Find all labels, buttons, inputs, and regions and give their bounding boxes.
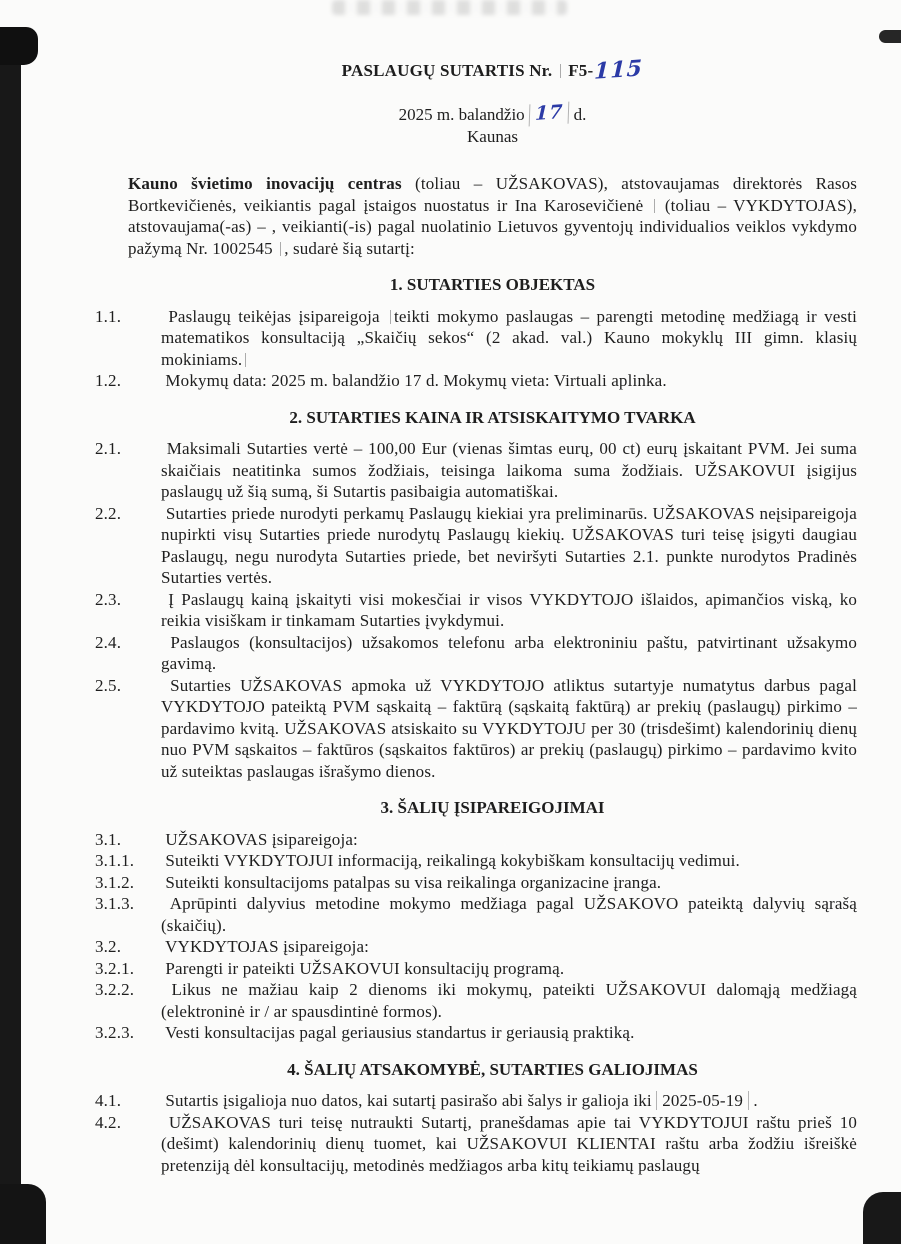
section-heading: 2. SUTARTIES KAINA IR ATSISKAITYMO TVARKA bbox=[289, 407, 696, 427]
text-run: Kauno švietimo inovacijų centras bbox=[128, 174, 402, 193]
scan-artifact-bottom-left-blob bbox=[0, 1184, 46, 1244]
text-run: Likus ne mažiau kaip 2 dienoms iki mokymų, pateikti UŽSAKOVUI dalomąją medžiagą (elektroninė ir / ar spausdintinė formos). bbox=[161, 980, 857, 1021]
title-text: PASLAUGŲ SUTARTIS Nr. bbox=[341, 61, 553, 80]
clause-number: 2.3. bbox=[95, 589, 122, 609]
clause-number: 1.2. bbox=[95, 371, 122, 390]
text-run: Paslaugų teikėjas įsipareigoja bbox=[168, 306, 388, 326]
form-field-tick bbox=[390, 310, 391, 324]
contract-clause bbox=[95, 1022, 857, 1044]
form-field-tick bbox=[245, 353, 246, 367]
text-run: , sudarė šią sutartį: bbox=[284, 238, 415, 258]
clause-number: 2.2. bbox=[95, 503, 122, 523]
contract-clause bbox=[95, 893, 857, 936]
contract-clause bbox=[95, 872, 857, 894]
text-run: Mokymų data: 2025 m. balandžio 17 d. Mokymų vieta: Virtuali aplinka. bbox=[165, 371, 667, 390]
contract-clause bbox=[95, 936, 857, 958]
clause-number: 3.2. bbox=[95, 937, 122, 956]
scan-artifact-top-right-mark bbox=[879, 30, 901, 43]
clause-number: 2.4. bbox=[95, 632, 122, 652]
date-day-handwritten: 17 bbox=[529, 102, 570, 126]
document-title bbox=[128, 55, 857, 85]
document-content bbox=[95, 55, 857, 1176]
clause-number: 3.1. bbox=[95, 829, 122, 849]
contract-clause bbox=[95, 438, 857, 503]
form-field-tick bbox=[654, 199, 655, 213]
scan-artifact-bottom-right-blob bbox=[863, 1192, 901, 1244]
contract-clause bbox=[95, 503, 857, 589]
clause-number: 3.2.1. bbox=[95, 958, 135, 978]
contract-clause bbox=[95, 979, 857, 1022]
scan-artifact-top-left-blob bbox=[0, 27, 38, 65]
text-run: Paslaugos (konsultacijos) užsakomos telefonu arba elektroniniu paštu, patvirtinant užsakymo gavimą. bbox=[161, 632, 857, 673]
text-run: teikti mokymo paslaugas – parengti metodinę medžiagą ir vesti matematikos konsultaciją „Skaičių sekos“ (2 akad. val.) Kauno mokyklų III gimn. klasių mokiniams. bbox=[161, 306, 857, 369]
text-run: Aprūpinti dalyvius metodine mokymo medžiaga pagal UŽSAKOVO pateiktą dalyvių sąrašą (skaičių). bbox=[161, 894, 857, 935]
text-run: Sutarties UŽSAKOVAS apmoka už VYKDYTOJO atliktus sutartyje numatytus darbus pagal VYKDYTOJO pateiktą PVM sąskaitą – faktūrą (sąskaitą faktūrą) ar prekių (paslaugų) pirkimo – pardavimo kvitą. UŽSAKOVAS atsiskaito su VYKDYTOJU per 30 (trisdešimt) kalendorinių dienų nuo PVM sąskaitos – faktūros (sąskaitos faktūros) ar prekių (paslaugų) pirkimo – pardavimo kvito už suteiktas paslaugas išrašymo dienos. bbox=[161, 675, 857, 781]
contract-clause bbox=[95, 675, 857, 783]
section-heading: 4. ŠALIŲ ATSAKOMYBĖ, SUTARTIES GALIOJIMAS bbox=[287, 1059, 698, 1079]
clause-number: 3.1.2. bbox=[95, 872, 135, 892]
form-field-tick bbox=[560, 64, 561, 78]
text-run: Suteikti konsultacijoms patalpas su visa reikalinga organizacine įranga. bbox=[165, 872, 662, 892]
contract-clause bbox=[95, 1112, 857, 1177]
contract-sections bbox=[95, 274, 857, 1176]
clause-number: 2.1. bbox=[95, 439, 122, 458]
clause-number: 3.2.3. bbox=[95, 1023, 135, 1042]
text-run: Maksimali Sutarties vertė – 100,00 Eur (vienas šimtas eurų, 00 ct) eurų įskaitant PVM. Jei suma skaičiais neatitinka sumos žodžiais, teisinga laikoma suma žodžiais. UŽSAKOVUI įsigijus paslaugų už šią sumą, ši Sutartis pasibaigia automatiškai. bbox=[161, 439, 857, 501]
contract-clause bbox=[95, 589, 857, 632]
form-field-tick bbox=[280, 242, 281, 256]
contract-clause bbox=[95, 850, 857, 872]
contract-clause bbox=[95, 632, 857, 675]
clause-number: 3.1.1. bbox=[95, 851, 135, 870]
clause-number: 2.5. bbox=[95, 675, 122, 695]
text-run: UŽSAKOVAS įsipareigoja: bbox=[165, 829, 358, 849]
text-run: Sutartis įsigalioja nuo datos, kai sutartį pasirašo abi šalys ir galioja iki bbox=[165, 1091, 657, 1110]
text-run: Į Paslaugų kainą įskaityti visi mokesčiai ir visos VYKDYTOJO išlaidos, apimančios viską, ko reikia visiškam ir tinkamam Sutarties įvykdymui. bbox=[161, 589, 857, 630]
clause-number: 4.2. bbox=[95, 1112, 122, 1132]
contract-number-typed: F5- bbox=[568, 61, 594, 80]
section-heading: 3. ŠALIŲ ĮSIPAREIGOJIMAI bbox=[380, 798, 605, 817]
clause-number: 4.1. bbox=[95, 1091, 122, 1110]
contract-number-handwritten: 115 bbox=[593, 55, 644, 85]
scan-artifact-top-smudge bbox=[332, 0, 567, 15]
text-run: Vesti konsultacijas pagal geriausius standartus ir geriausią praktiką. bbox=[165, 1023, 635, 1042]
contract-clause bbox=[95, 829, 857, 851]
text-run: (toliau – UŽSAKOVAS), atstovaujamas direktorės Rasos Bortkevičienės, veikiantis pagal įstaigos nuostatus ir Ina Karosevičienė bbox=[128, 174, 857, 215]
document-city: Kaunas bbox=[467, 126, 518, 146]
text-run: Parengti ir pateikti UŽSAKOVUI konsultacijų programą. bbox=[165, 958, 565, 978]
text-run: Suteikti VYKDYTOJUI informaciją, reikalingą kokybiškam konsultacijų vedimui. bbox=[165, 851, 740, 870]
contract-clause bbox=[95, 306, 857, 371]
text-run: UŽSAKOVAS turi teisę nutraukti Sutartį, pranešdamas apie tai VYKDYTOJUI raštu prieš 10 (dešimt) kalendorinių dienų tuomet, kai UŽSAKOVUI KLIENTAI raštu arba žodžiu išreiškė pretenziją dėl konsultacijų, metodinės medžiagos arba kitų teikiamų paslaugų bbox=[161, 1112, 857, 1175]
clause-number: 3.2.2. bbox=[95, 980, 135, 999]
text-run: Sutarties priede nurodyti perkamų Paslaugų kiekiai yra preliminarūs. UŽSAKOVAS neįsipareigoja nupirkti visų Sutarties priede nurodytų Paslaugų kiekių. UŽSAKOVAS turi teisę įsigyti daugiau Paslaugų, negu nurodyta Sutarties priede, bet neviršyti Sutarties 2.1. punkte nurodytos Pradinės Sutarties vertės. bbox=[161, 503, 857, 587]
date-prefix: 2025 m. balandžio bbox=[398, 105, 525, 124]
contract-clause bbox=[95, 370, 857, 392]
clause-number: 1.1. bbox=[95, 306, 122, 326]
contract-clause bbox=[95, 958, 857, 980]
text-run: (toliau – VYKDYTOJAS), atstovaujama(-as) – , veikianti(-is) pagal nuolatinio Lietuvos gyventojų individualios veiklos vykdymo pažymą Nr. 1002545 bbox=[128, 195, 857, 258]
document-date-line bbox=[128, 100, 857, 126]
date-suffix: d. bbox=[573, 105, 587, 124]
text-run: VYKDYTOJAS įsipareigoja: bbox=[165, 937, 370, 956]
form-field-value: 2025-05-19 bbox=[656, 1091, 749, 1110]
text-run: . bbox=[749, 1091, 758, 1110]
contract-clause bbox=[95, 1090, 857, 1112]
section-heading: 1. SUTARTIES OBJEKTAS bbox=[389, 275, 596, 294]
scan-artifact-left-edge bbox=[0, 27, 21, 1244]
clause-number: 3.1.3. bbox=[95, 894, 135, 913]
contract-preamble bbox=[128, 173, 857, 259]
